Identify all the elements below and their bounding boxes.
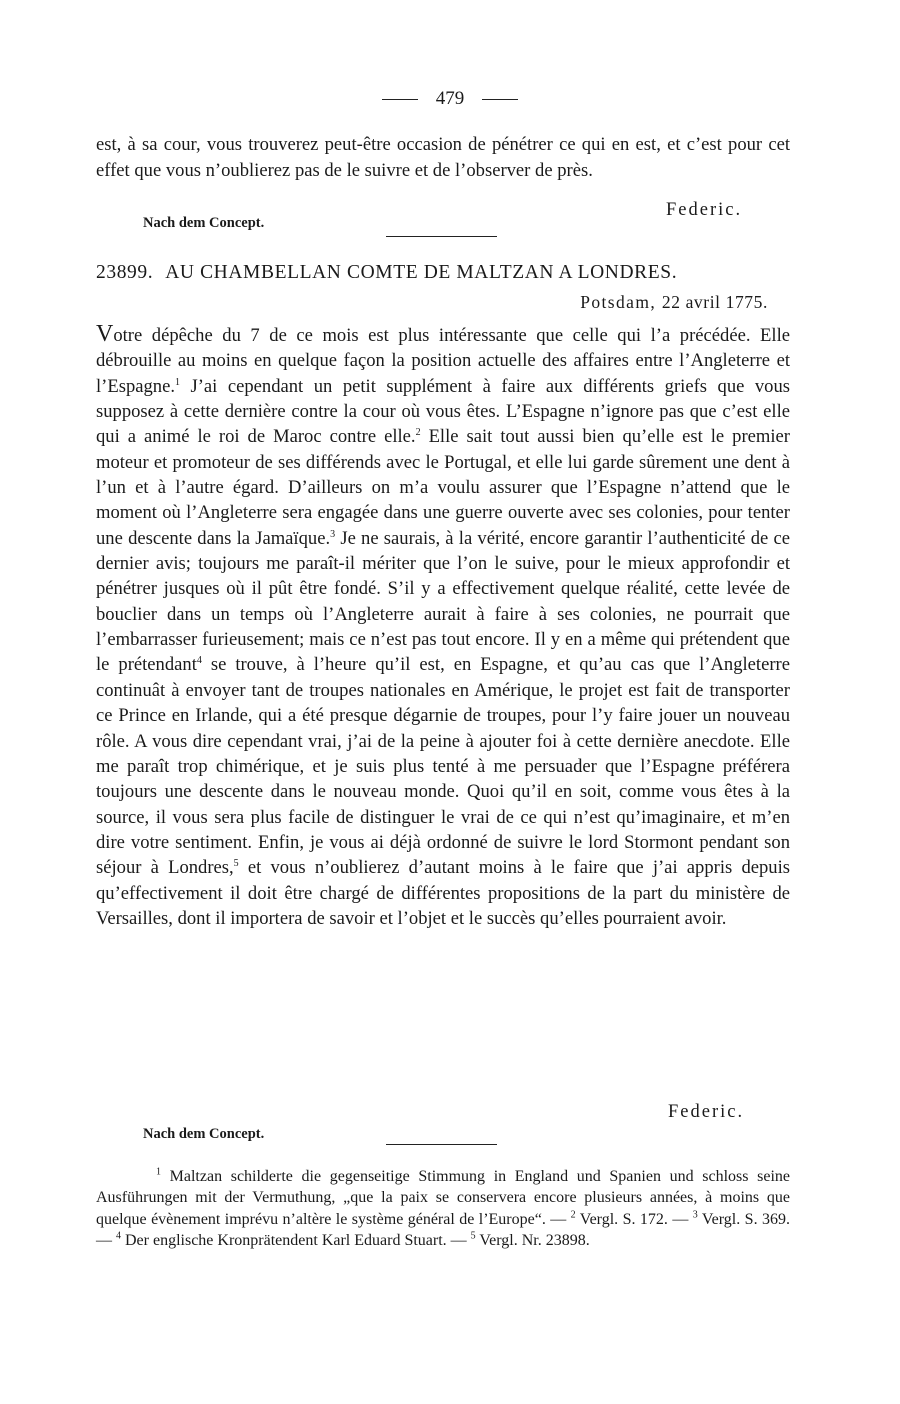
page-header	[0, 88, 900, 110]
letter-date: 22 avril 1775.	[661, 292, 768, 312]
letter-paragraph	[96, 322, 790, 931]
continuation-text	[96, 132, 790, 183]
letter-heading	[96, 262, 790, 284]
letter-segment-4: Je ne saurais, à la vérité, encore garantir l’authenticité de ce dernier avis; toujours me paraît-il mériter que l’on le suive, pour le mieux approfondir et pénétrer jusques où il pût être fondé. S’il y a effectivement quelque réalité, cette levée de bouclier dans un temps où l’Angleterre aurait à faire à ses colonies, ne pourrait que l’embarrasser furieusement; mais ce n’est pas tout encore. Il y en a même qui prétendent que le prétendant	[96, 527, 790, 676]
page-number: 479	[435, 88, 465, 109]
footnote-marker-5: 5	[470, 1230, 476, 1242]
footnote-separator-rule	[386, 1144, 497, 1145]
footnote-ref-4: 4	[196, 655, 202, 667]
footnotes-paragraph	[96, 1166, 790, 1252]
continuation-source: Nach dem Concept.	[143, 215, 265, 231]
footnote-text-4: Der englische Kronprätendent Karl Eduard Stuart. —	[121, 1232, 471, 1250]
header-dash-left	[382, 99, 418, 100]
footnote-ref-3: 3	[330, 528, 336, 540]
footnote-text-5: Vergl. Nr. 23898.	[475, 1232, 590, 1250]
footnote-text-1: Maltzan schilderte die gegenseitige Stimmung in England und Spanien und schloss seine Ausführungen mit der Vermuthung, „que la paix se conservera encore plusieurs années, à moins que quelque évènement imprévu n’altère le système général de l’Europe“. —	[96, 1168, 790, 1228]
footnote-ref-5: 5	[233, 858, 239, 870]
letter-segment-5: se trouve, à l’heure qu’il est, en Espagne, et qu’au cas que l’Angleterre continuât à envoyer tant de troupes nationales en Amérique, le projet est fait de transporter ce Prince en Irlande, qui a été presque dégarnie de troupes, pour l’y faire jouer un nouveau rôle. A vous dire cependant vrai, j’ai de la peine à ajouter foi à cette dernière anecdote. Elle me paraît trop chimérique, et je suis plus tenté à me persuader que l’Espagne préférera toujours une descente dans le nouveau monde. Quoi qu’il en soit, comme vous êtes à la source, il vous sera plus facile de distinguer le vrai de ce qui n’est qu’imaginaire, et m’en dire votre sentiment. Enfin, je vous ai déjà ordonné de suivre le lord Stormont pendant son séjour à Londres,	[96, 654, 790, 879]
footnote-text-3: Vergl. S. 369. —	[96, 1210, 790, 1250]
letter-place: Potsdam,	[580, 292, 657, 312]
continuation-paragraph: est, à sa cour, vous trouverez peut-être occasion de pénétrer ce qui en est, et c’est pour cet effet que vous n’oublierez pas de le suivre et de l’observer de près.	[96, 134, 790, 181]
footnotes	[96, 1166, 790, 1252]
letter-number: 23899.	[96, 262, 154, 283]
letter-title: AU CHAMBELLAN COMTE DE MALTZAN A LONDRES.	[165, 262, 678, 283]
letter-signature: Federic.	[668, 1102, 745, 1122]
letter-segment-6: et vous n’oublierez d’autant moins à le faire que j’ai appris depuis qu’effectivement il doit être chargé de différentes propositions de la part du ministère de Versailles, dont il importera de savoir et l’objet et le succès qu’elles pourraient avoir.	[96, 857, 790, 929]
letter-segment-1: otre dépêche du 7 de ce mois est plus intéressante que celle qui l’a précédée. Elle débrouille au moins en quelque façon la position actuelle des affaires entre l’Angleterre et l’Espagne.	[96, 325, 790, 397]
footnote-ref-2: 2	[415, 427, 421, 439]
footnote-marker-1: 1	[156, 1166, 161, 1178]
letter-segment-3: Elle sait tout aussi bien qu’elle est le premier moteur et promoteur de ses différends avec le Portugal, et elle lui garde sûrement une dent à l’un et à l’autre égard. D’ailleurs on m’a voulu assurer que l’Espagne n’attend que le moment où l’Angleterre sera engagée dans une guerre ouverte avec ses colonies, pour tenter une descente dans la Jamaïque.	[96, 426, 790, 549]
footnote-marker-2: 2	[570, 1209, 576, 1221]
footnote-marker-3: 3	[692, 1209, 698, 1221]
letter-segment-2: J’ai cependant un petit supplément à faire aux différents griefs que vous supposez à cette dernière contre la cour où vous êtes. L’Espagne n’ignore pas que c’est elle qui a animé le roi de Maroc contre elle.	[96, 375, 790, 448]
footnote-marker-4: 4	[116, 1230, 121, 1242]
letter-source: Nach dem Concept.	[143, 1126, 265, 1142]
continuation-signature: Federic.	[666, 200, 743, 220]
header-dash-right	[482, 99, 518, 100]
letter-place-date	[580, 292, 768, 313]
drop-capital: V	[96, 321, 114, 347]
footnote-text-2: Vergl. S. 172. —	[575, 1210, 693, 1228]
footnote-ref-1: 1	[175, 376, 180, 388]
separator-rule	[386, 236, 497, 237]
letter-body	[96, 322, 790, 931]
